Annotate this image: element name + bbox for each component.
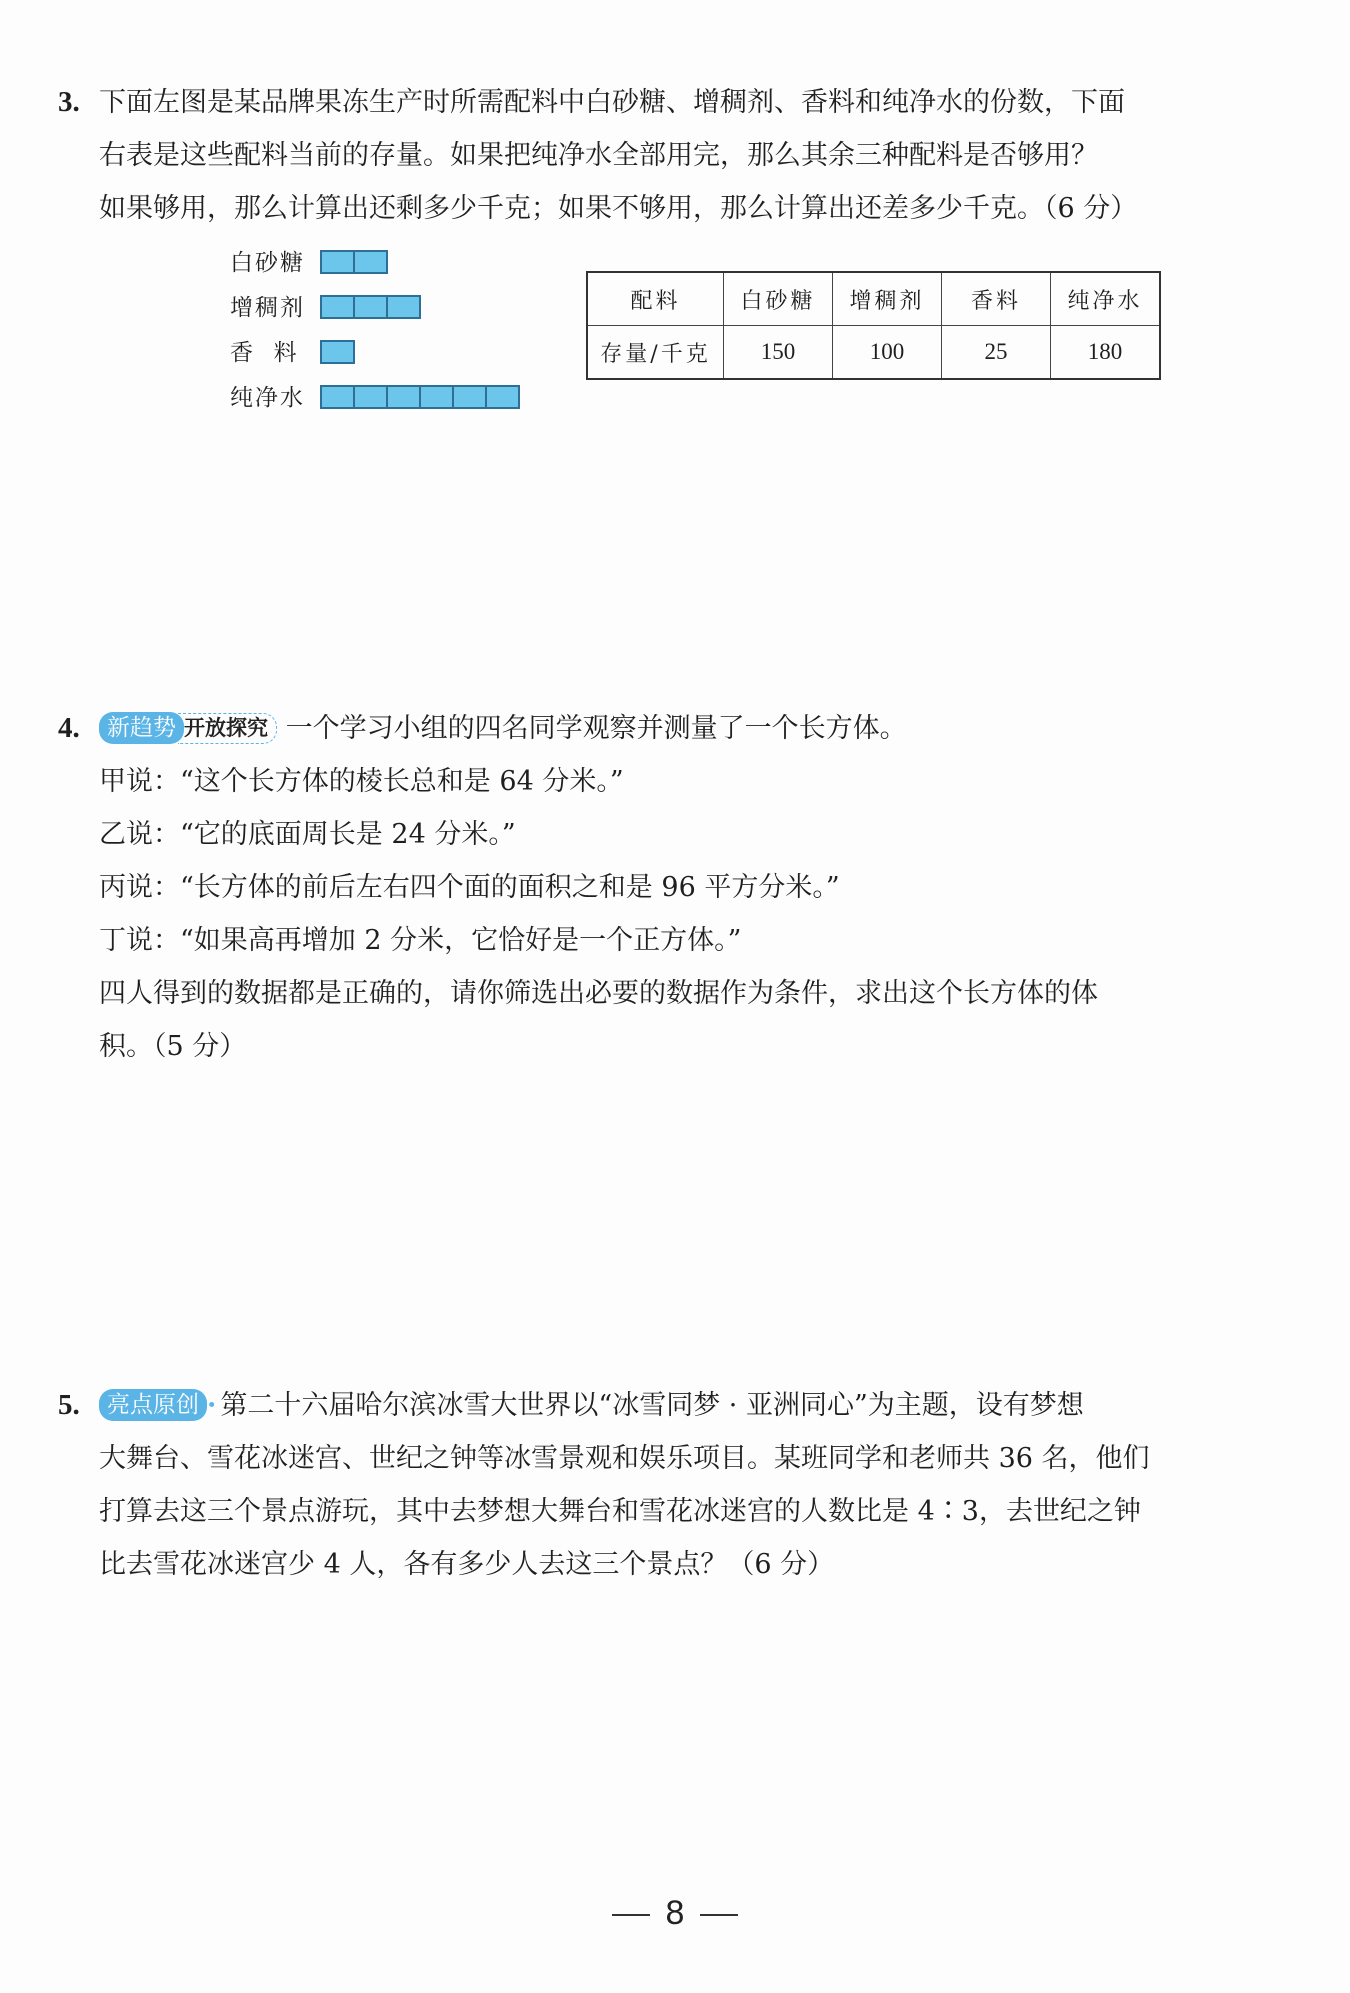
open-inquiry-badge: 开放探究 — [178, 713, 277, 744]
table-cell: 150 — [724, 326, 833, 380]
question-text-line: 甲说：“这个长方体的棱长总和是 64 分米。” — [99, 766, 624, 797]
question-4 — [58, 702, 1298, 1073]
table-cell: 180 — [1051, 326, 1161, 380]
part-cell — [485, 385, 520, 409]
table-cell: 白砂糖 — [724, 272, 833, 326]
table-cell: 增稠剂 — [833, 272, 942, 326]
question-text-line: 右表是这些配料当前的存量。如果把纯净水全部用完，那么其余三种配料是否够用？ — [99, 140, 1098, 171]
part-cell — [386, 295, 421, 319]
table-cell: 25 — [942, 326, 1051, 380]
question-text-line: 第二十六届哈尔滨冰雪大世界以“冰雪同梦 · 亚洲同心”为主题，设有梦想 — [220, 1390, 1084, 1421]
table-cell: 纯净水 — [1051, 272, 1161, 326]
table-header-row — [587, 272, 1160, 326]
figure-label: 增稠剂 — [230, 295, 305, 321]
part-cell — [353, 295, 388, 319]
table-cell: 香料 — [942, 272, 1051, 326]
footer-dash — [612, 1914, 650, 1916]
question-text-line: 积。（5 分） — [99, 1031, 247, 1062]
part-cell — [320, 295, 355, 319]
bullet-dot-icon: · — [207, 1390, 217, 1421]
part-cell — [353, 385, 388, 409]
ingredient-stock-table — [586, 271, 1161, 380]
part-cell — [320, 340, 355, 364]
part-cells — [320, 385, 520, 409]
part-cell — [452, 385, 487, 409]
part-cells — [320, 250, 388, 274]
question-number: 5. — [58, 1389, 80, 1421]
question-text-line: 四人得到的数据都是正确的，请你筛选出必要的数据作为条件，求出这个长方体的体 — [99, 978, 1098, 1009]
part-cell — [419, 385, 454, 409]
figure-label: 纯净水 — [230, 385, 305, 411]
figure-label: 白砂糖 — [230, 250, 305, 276]
question-text-line: 丁说：“如果高再增加 2 分米，它恰好是一个正方体。” — [99, 925, 742, 956]
part-cell — [320, 385, 355, 409]
table-cell: 存量/千克 — [587, 326, 724, 380]
table-row — [587, 326, 1160, 380]
question-text-line: 乙说：“它的底面周长是 24 分米。” — [99, 819, 516, 850]
part-cell — [320, 250, 355, 274]
page-footer — [0, 1894, 1350, 1933]
part-cells — [320, 340, 355, 364]
question-number: 3. — [58, 86, 80, 118]
page-number: 8 — [665, 1894, 685, 1932]
part-cells — [320, 295, 421, 319]
new-trend-badge: 新趋势 — [99, 712, 184, 744]
question-text-line: 比去雪花冰迷宫少 4 人，各有多少人去这三个景点？（6 分） — [99, 1549, 835, 1580]
original-highlight-badge: 亮点原创 — [99, 1389, 207, 1421]
question-text-line: 丙说：“长方体的前后左右四个面的面积之和是 96 平方分米。” — [99, 872, 840, 903]
question-text-line: 如果够用，那么计算出还剩多少千克；如果不够用，那么计算出还差多少千克。（6 分） — [99, 193, 1138, 224]
table-cell: 配料 — [587, 272, 724, 326]
question-5 — [58, 1379, 1298, 1591]
footer-dash — [700, 1914, 738, 1916]
figure-label: 香 料 — [230, 340, 299, 366]
part-cell — [353, 250, 388, 274]
question-text-line: 打算去这三个景点游玩，其中去梦想大舞台和雪花冰迷宫的人数比是 4∶3，去世纪之钟 — [99, 1496, 1141, 1527]
question-3 — [58, 76, 1298, 235]
table-cell: 100 — [833, 326, 942, 380]
question-text-line: 一个学习小组的四名同学观察并测量了一个长方体。 — [285, 713, 907, 744]
part-cell — [386, 385, 421, 409]
question-number: 4. — [58, 712, 80, 744]
question-text-line: 下面左图是某品牌果冻生产时所需配料中白砂糖、增稠剂、香料和纯净水的份数，下面 — [99, 87, 1125, 118]
question-text-line: 大舞台、雪花冰迷宫、世纪之钟等冰雪景观和娱乐项目。某班同学和老师共 36 名，他们 — [99, 1443, 1150, 1474]
